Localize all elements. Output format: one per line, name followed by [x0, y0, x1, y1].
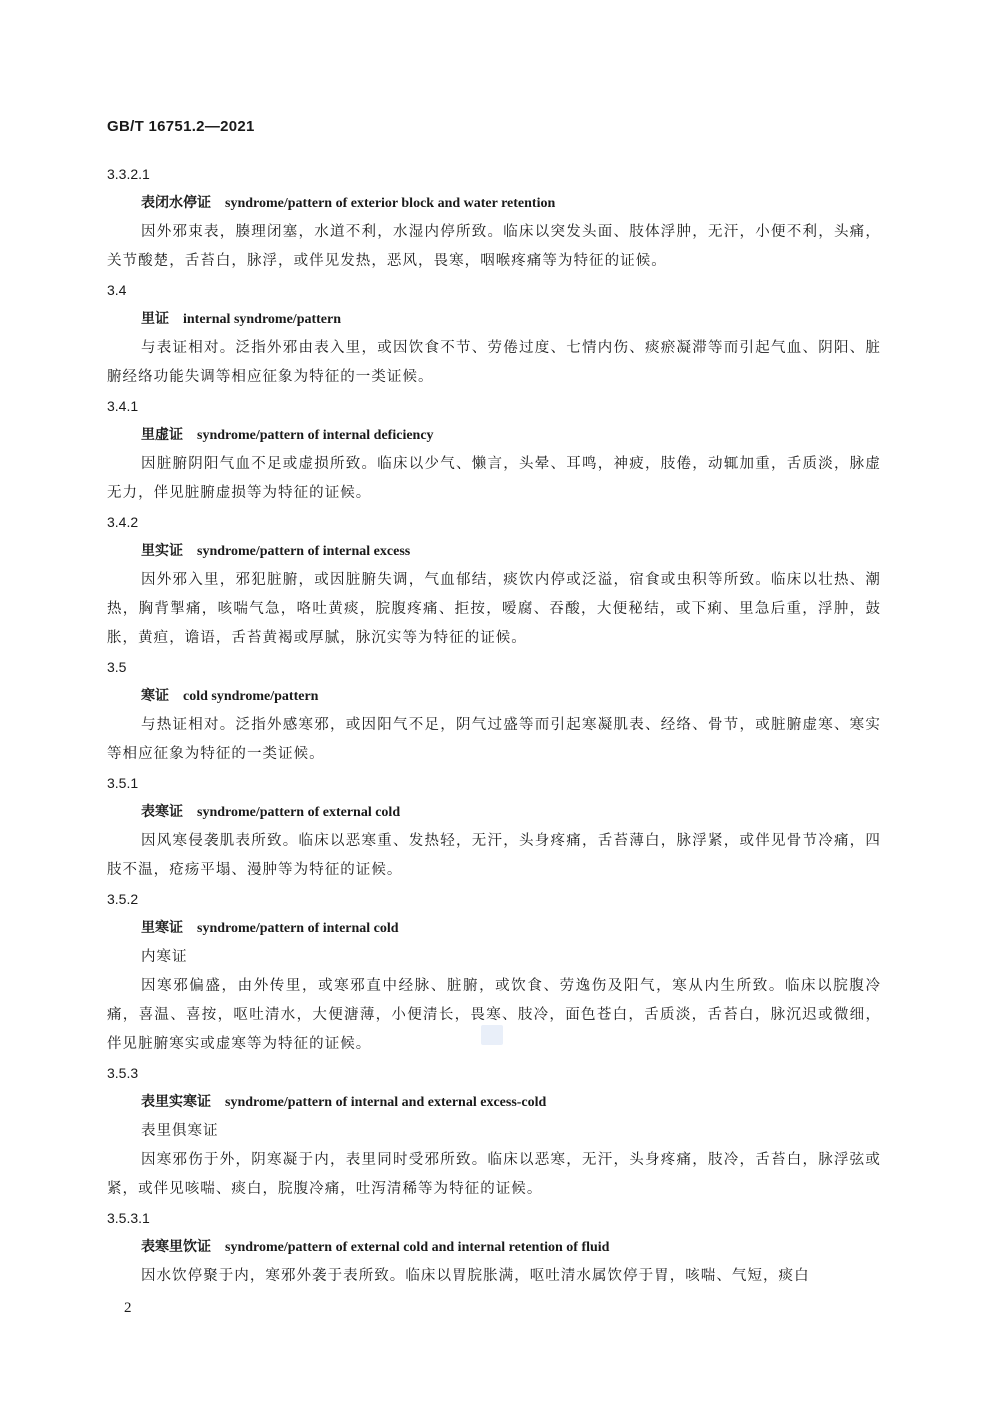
- term-line: [107, 1233, 881, 1262]
- term-chinese: 表里实寒证: [141, 1094, 211, 1110]
- entry-3-4: [107, 276, 881, 392]
- watermark-mark: [481, 1025, 503, 1045]
- term-line: [107, 421, 881, 450]
- entry-3-5: [107, 653, 881, 769]
- entry-3-4-1: [107, 392, 881, 508]
- term-line: [107, 798, 881, 827]
- content: [107, 160, 881, 1291]
- term-chinese: 里证: [141, 311, 169, 327]
- page-number: 2: [124, 1300, 132, 1316]
- entry-number: 3.4: [107, 282, 127, 298]
- term-line: [107, 305, 881, 334]
- term-english: syndrome/pattern of external cold: [197, 805, 401, 820]
- entry-number: 3.5.3: [107, 1065, 139, 1081]
- term-english: syndrome/pattern of internal and external excess-cold: [225, 1095, 547, 1110]
- synonym: 内寒证: [141, 949, 188, 965]
- entry-number: 3.3.2.1: [107, 166, 150, 182]
- entry-3-5-3: [107, 1059, 881, 1204]
- entry-number: 3.4.1: [107, 398, 139, 414]
- entry-number: 3.5.2: [107, 891, 139, 907]
- definition: 因脏腑阴阳气血不足或虚损所致。临床以少气、懒言，头晕、耳鸣，神疲，肢倦，动辄加重，舌质淡，脉虚无力，伴见脏腑虚损等为特征的证候。: [107, 456, 881, 501]
- term-chinese: 里虚证: [141, 427, 183, 443]
- definition: 因外邪入里，邪犯脏腑，或因脏腑失调，气血郁结，痰饮内停或泛溢，宿食或虫积等所致。临床以壮热、潮热，胸背掣痛，咳喘气急，咯吐黄痰，脘腹疼痛、拒按，嗳腐、吞酸，大便秘结，或下痢、里急后重，浮肿，鼓胀，黄疸，谵语，舌苔黄褐或厚腻，脉沉实等为特征的证候。: [107, 572, 881, 646]
- term-chinese: 里实证: [141, 543, 183, 559]
- definition: 因外邪束表，腠理闭塞，水道不利，水湿内停所致。临床以突发头面、肢体浮肿，无汗，小便不利，头痛，关节酸楚，舌苔白，脉浮，或伴见发热，恶风，畏寒，咽喉疼痛等为特征的证候。: [107, 224, 881, 269]
- term-line: [107, 1088, 881, 1117]
- definition: 与热证相对。泛指外感寒邪，或因阳气不足，阴气过盛等而引起寒凝肌表、经络、骨节，或脏腑虚寒、寒实等相应征象为特征的一类证候。: [107, 717, 881, 762]
- term-chinese: 表寒里饮证: [141, 1239, 211, 1255]
- term-english: syndrome/pattern of internal excess: [197, 544, 411, 559]
- term-english: syndrome/pattern of internal cold: [197, 921, 399, 936]
- term-english: syndrome/pattern of external cold and internal retention of fluid: [225, 1240, 610, 1255]
- entry-number: 3.5.3.1: [107, 1210, 150, 1226]
- term-chinese: 寒证: [141, 688, 169, 704]
- definition: 与表证相对。泛指外邪由表入里，或因饮食不节、劳倦过度、七情内伤、痰瘀凝滞等而引起气血、阴阳、脏腑经络功能失调等相应征象为特征的一类证候。: [107, 340, 881, 385]
- term-line: [107, 682, 881, 711]
- entry-3-5-1: [107, 769, 881, 885]
- entry-number: 3.4.2: [107, 514, 139, 530]
- entry-3-4-2: [107, 508, 881, 653]
- term-english: internal syndrome/pattern: [183, 312, 342, 327]
- term-english: cold syndrome/pattern: [183, 689, 319, 704]
- term-chinese: 表闭水停证: [141, 195, 211, 211]
- term-line: [107, 189, 881, 218]
- term-english: syndrome/pattern of internal deficiency: [197, 428, 434, 443]
- term-line: [107, 914, 881, 943]
- standard-number: GB/T 16751.2—2021: [107, 118, 255, 135]
- definition: 因寒邪伤于外，阴寒凝于内，表里同时受邪所致。临床以恶寒，无汗，头身疼痛，肢冷，舌苔白，脉浮弦或紧，或伴见咳喘、痰白，脘腹冷痛，吐泻清稀等为特征的证候。: [107, 1152, 881, 1197]
- entry-number: 3.5.1: [107, 775, 139, 791]
- term-line: [107, 537, 881, 566]
- definition: 因风寒侵袭肌表所致。临床以恶寒重、发热轻，无汗，头身疼痛，舌苔薄白，脉浮紧，或伴见骨节冷痛，四肢不温，疮疡平塌、漫肿等为特征的证候。: [107, 833, 881, 878]
- synonym: 表里俱寒证: [141, 1123, 219, 1139]
- definition: 因水饮停聚于内，寒邪外袭于表所致。临床以胃脘胀满，呕吐清水属饮停于胃，咳喘、气短，痰白: [141, 1268, 810, 1284]
- term-chinese: 里寒证: [141, 920, 183, 936]
- entry-3-5-3-1: [107, 1204, 881, 1291]
- term-english: syndrome/pattern of exterior block and water retention: [225, 196, 556, 211]
- term-chinese: 表寒证: [141, 804, 183, 820]
- entry-number: 3.5: [107, 659, 127, 675]
- entry-3-3-2-1: [107, 160, 881, 276]
- definition: 因寒邪偏盛，由外传里，或寒邪直中经脉、脏腑，或饮食、劳逸伤及阳气，寒从内生所致。临床以脘腹冷痛，喜温、喜按，呕吐清水，大便溏薄，小便清长，畏寒、肢冷，面色苍白，舌质淡，舌苔白，脉沉迟或微细，伴见脏腑寒实或虚寒等为特征的证候。: [107, 978, 881, 1052]
